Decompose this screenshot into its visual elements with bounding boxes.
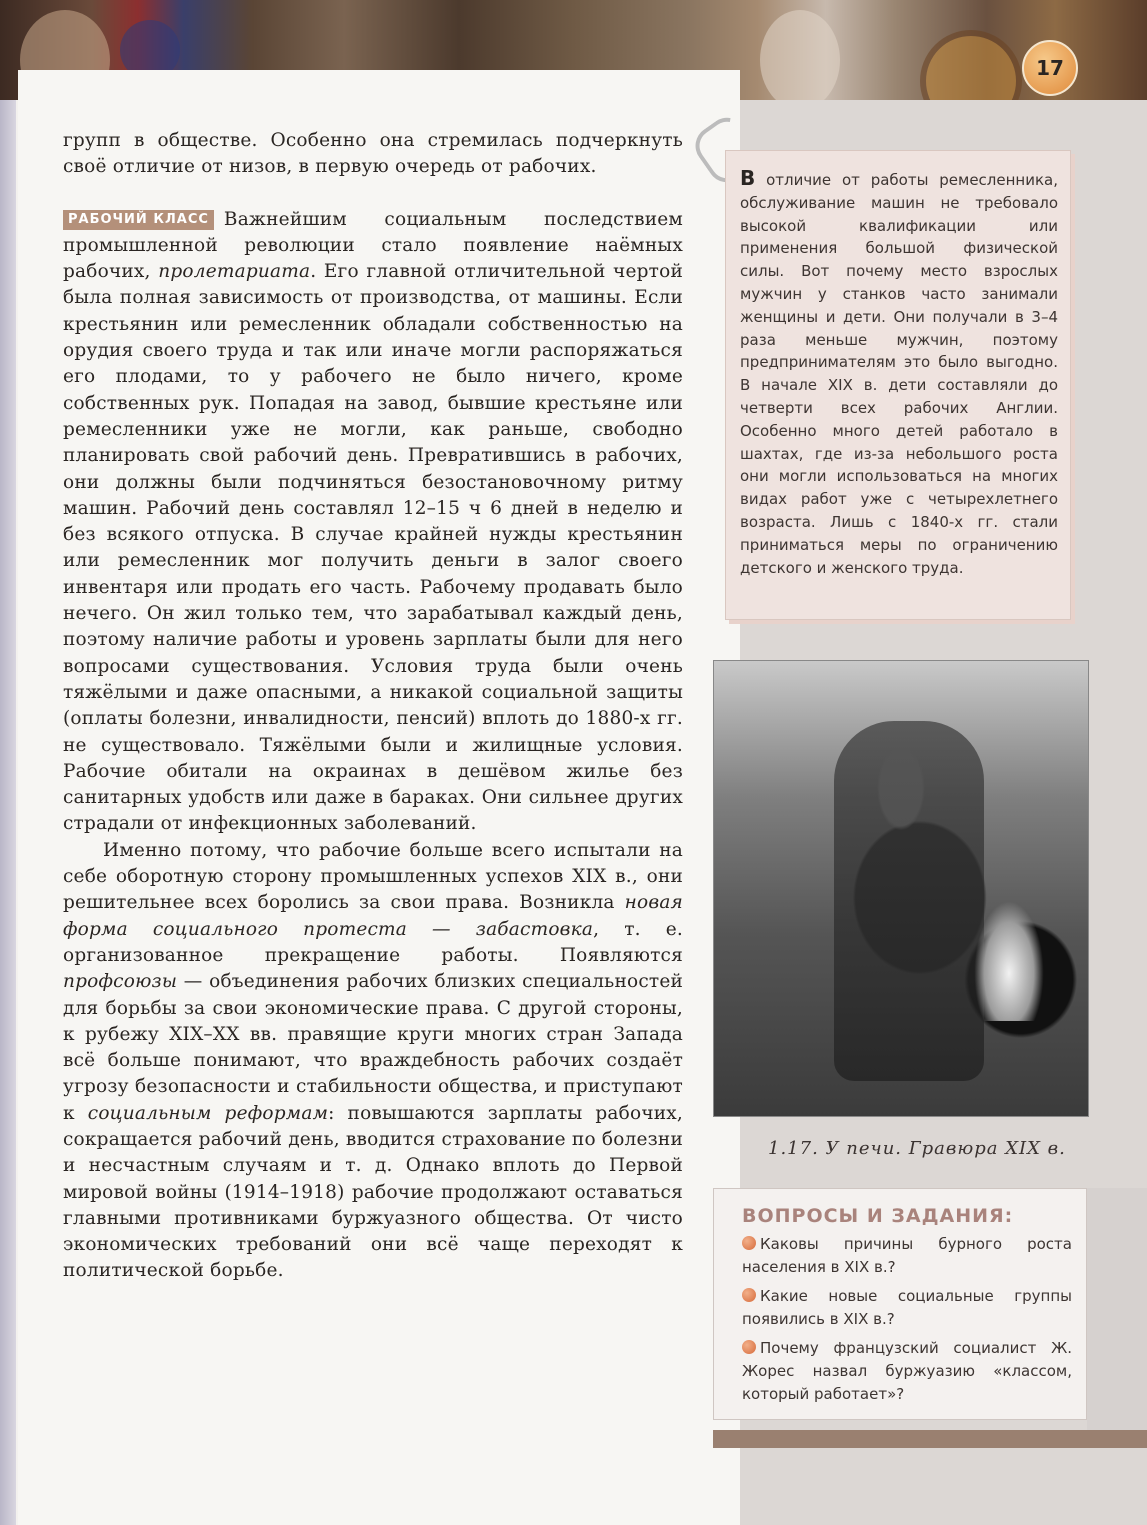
term-emphasis: пролетариата [158, 261, 311, 283]
text-run: Именно потому, что рабочие больше всего испытали на себе оборотную сторону промышленных успехов XIX в., они решительнее всех боролись за свои права. Возникла [63, 839, 683, 914]
wheel-image [920, 30, 1022, 100]
main-text [63, 128, 683, 1285]
portrait-right [760, 10, 840, 100]
term-emphasis: профсоюзы [63, 971, 178, 993]
question-text: Каковы причины бурного роста населения в XIX в.? [742, 1235, 1072, 1276]
paragraph-protest [63, 838, 683, 1285]
questions-title: ВОПРОСЫ И ЗАДАНИЯ: [742, 1205, 1014, 1227]
text-run: . Его главной отличительной чертой была полная зависимость от производства, от машины. Если крестьянин или ремесленник обладали собственностью на орудия своего труда и так или иначе могли распоряжаться его плодами, то у рабочего не было ничего, кроме собственных рук. Попадая на завод, бывшие крестьяне или ремесленники уже не могли, как раньше, свободно планировать свой рабочий день. Превратившись в рабочих, они должны были подчиняться безостановочному ритму машин. Рабочий день составлял 12–15 ч 6 дней в неделю и без всякого отпуска. В случае крайней нужды крестьянин или ремесленник мог получить деньги в залог своего инвентаря или продать его часть. Рабочему продавать было нечего. Он жил только тем, что зарабатывал каждый день, поэтому наличие работы и уровень зарплаты были для него вопросами существования. Условия труда были очень тяжёлыми и даже опасными, а никакой социальной защиты (оплаты болезни, инвалидности, пенсий) вплоть до 1880-х гг. не существовало. Тяжёлыми были и жилищные условия. Рабочие обитали на окраинах в дешёвом жилье без санитарных удобств или даже в бараках. Они сильнее других страдали от инфекционных заболеваний. [63, 261, 683, 835]
drop-letter: В [740, 166, 756, 190]
bullet-icon [742, 1236, 756, 1250]
term-emphasis: социальным реформам [87, 1102, 329, 1124]
side-note-box [725, 150, 1071, 620]
text-run: : повышаются зарплаты рабочих, сокращается рабочий день, вводится страхование по болезни и несчастным случаям и т. д. Однако вплоть до Первой мировой войны (1914–1918) рабочие продолжают оставаться главными противниками буржуазного общества. От чисто экономических требований они всё чаще переходят к политической борьбе. [63, 1102, 684, 1282]
question-text: Почему французский социалист Ж. Жорес назвал буржуазию «классом, который работает»? [742, 1339, 1072, 1403]
questions-box [713, 1188, 1087, 1420]
intro-paragraph: групп в обществе. Особенно она стремилась подчеркнуть своё отличие от низов, в первую очередь от рабочих. [63, 130, 683, 178]
bottom-decor-bar [713, 1430, 1147, 1448]
question-item [742, 1233, 1072, 1279]
left-edge-band [0, 0, 16, 1525]
side-note-text: отличие от работы ремесленника, обслуживание машин не требовало высокой квалификации или применения большой физической силы. Вот почему место взрослых мужчин у станков часто занимали женщины и дети. Они получали в 3–4 раза меньше мужчин, поэтому предпринимателям это было выгодно. В начале XIX в. дети составляли до четверти всех рабочих Англии. Особенно много детей работало в шахтах, где из-за небольшого роста они могли использоваться на многих видах работ уже с четырехлетнего возраста. Лишь с 1840-х гг. стали приниматься меры по ограничению детского и женского труда. [740, 171, 1058, 577]
section-label: РАБОЧИЙ КЛАСС [63, 210, 214, 230]
bullet-icon [742, 1340, 756, 1354]
text-run: , т. е. организованное прекращение работы. Появляются [63, 918, 683, 966]
question-item [742, 1285, 1072, 1331]
question-item [742, 1337, 1072, 1406]
page-number: 17 [1022, 40, 1078, 96]
illustration-caption: 1.17. У печи. Гравюра XIX в. [768, 1138, 1066, 1159]
furnace-fire [974, 901, 1044, 1021]
engraving-illustration [713, 660, 1089, 1117]
question-text: Какие новые социальные группы появились в XIX в.? [742, 1287, 1072, 1328]
spacer [63, 181, 683, 207]
term-emphasis: новая форма социального протеста — забастовка [63, 892, 683, 940]
questions-shadow [1087, 1188, 1147, 1430]
bullet-icon [742, 1288, 756, 1302]
text-run: Важнейшим социальным последствием промышленной революции стало появление наёмных рабочих, [63, 208, 683, 283]
questions-list [742, 1233, 1072, 1406]
text-run: — объединения рабочих близких специальностей для борьбы за свои экономические права. С другой стороны, к рубежу XIX–XX вв. правящие круги многих стран Запада всё больше понимают, что враждебность рабочих создаёт угрозу безопасности и стабильности общества, и приступают к [63, 971, 683, 1124]
girl-figure [834, 721, 984, 1081]
paragraph-working-class [63, 207, 683, 838]
